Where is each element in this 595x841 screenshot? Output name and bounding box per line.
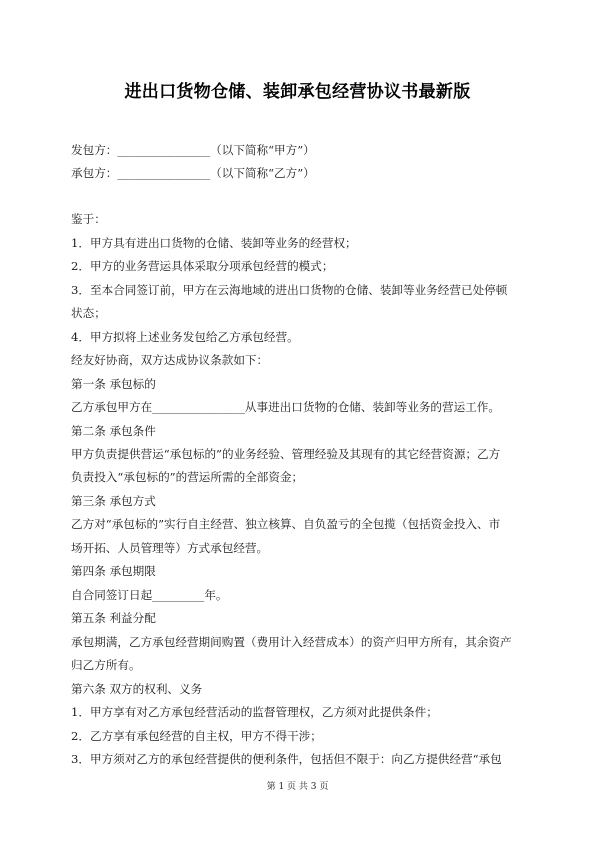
page-number: 第 1 页 共 3 页 <box>266 782 329 792</box>
body-line: 3．甲方须对乙方的承包经营提供的便利条件，包括但不限于：向乙方提供经营“承包 <box>71 752 502 766</box>
party-line-issuer <box>71 143 315 157</box>
article-heading: 第三条 承包方式 <box>71 494 156 508</box>
body-line: 3．至本合同签订前，甲方在云海地域的进出口货物的仓储、装卸等业务经营已处停顿 <box>71 283 508 297</box>
article-heading: 第一条 承包标的 <box>71 377 156 391</box>
body-line: 乙方承包甲方在________________从事进出口货物的仓储、装卸等业务的营运工作。 <box>71 400 500 414</box>
body-line: 状态； <box>71 306 106 320</box>
party-label: 发包方：________________ <box>71 143 211 157</box>
party-label: 承包方：________________ <box>71 166 211 180</box>
body-line: 2．乙方享有承包经营的自主权，甲方不得干涉； <box>71 729 322 743</box>
body-line: 归乙方所有。 <box>71 658 141 672</box>
article-heading: 第二条 承包条件 <box>71 424 156 438</box>
article-heading: 第六条 双方的权利、义务 <box>71 682 203 696</box>
body-line: 乙方对“承包标的”实行自主经营、独立核算、自负盈亏的全包揽（包括资金投入、市 <box>71 517 501 531</box>
body-line: 鉴于： <box>71 212 106 226</box>
body-line: 场开拓、人员管理等）方式承包经营。 <box>71 541 269 555</box>
body-line: 2．甲方的业务营运具体采取分项承包经营的模式； <box>71 259 334 273</box>
party-line-contractor <box>71 166 315 180</box>
body-line: 甲方负责提供营运“承包标的”的业务经验、管理经验及其现有的其它经营资源；乙方 <box>71 447 501 461</box>
body-line: 1．甲方享有对乙方承包经营活动的监督管理权，乙方须对此提供条件； <box>71 705 438 719</box>
body-line: 1．甲方具有进出口货物的仓储、装卸等业务的经营权； <box>71 236 357 250</box>
party-note: （以下简称“甲方”） <box>210 143 315 157</box>
document-title: 进出口货物仓储、装卸承包经营协议书最新版 <box>124 82 471 102</box>
body-line: 负责投入“承包标的”的营运所需的全部资金； <box>71 470 304 484</box>
article-heading: 第四条 承包期限 <box>71 564 156 578</box>
body-line: 4．甲方拟将上述业务发包给乙方承包经营。 <box>71 330 299 344</box>
article-heading: 第五条 利益分配 <box>71 611 156 625</box>
party-note: （以下简称“乙方”） <box>210 166 315 180</box>
body-line: 自合同签订日起_________年。 <box>71 588 228 602</box>
body-line: 承包期满，乙方承包经营期间购置（费用计入经营成本）的资产归甲方所有，其余资产 <box>71 635 512 649</box>
body-line: 经友好协商，双方达成协议条款如下： <box>71 353 269 367</box>
